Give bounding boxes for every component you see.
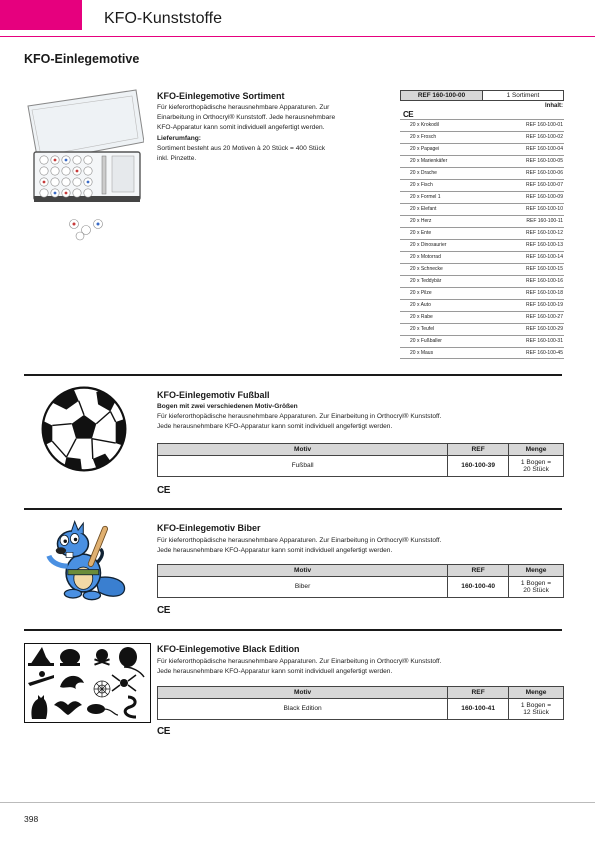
row-item: 20 x Elefant — [410, 206, 437, 212]
header-motiv: Motiv — [158, 687, 448, 699]
sortiment-rows — [400, 119, 564, 359]
fussball-desc-line: Jede herausnehmbare KFO-Apparatur kann somit individuell angefertigt werden. — [157, 423, 393, 431]
row-ref: REF 160-100-07 — [526, 182, 563, 188]
header-ref: REF — [448, 444, 509, 456]
row-item: 20 x Fußballer — [410, 338, 442, 344]
footer-divider — [0, 802, 595, 803]
section-divider — [24, 629, 562, 631]
row-item: 20 x Maus — [410, 350, 434, 356]
sortiment-desc-line: Einarbeitung in Orthocryl® Kunststoff. Jede herausnehmbare — [157, 114, 336, 122]
table-row — [400, 215, 564, 227]
fussball-table — [157, 443, 564, 477]
black-edition-title: KFO-Einlegemotive Black Edition — [157, 644, 300, 654]
table-row — [158, 456, 564, 477]
sortiment-desc-line: Für kieferorthopädische herausnehmbare Apparaturen. Zur — [157, 104, 330, 111]
section-divider — [24, 508, 562, 510]
row-item: 20 x Formel 1 — [410, 194, 441, 200]
menge-line: 1 Bogen = — [520, 701, 552, 709]
sortiment-scope-line: Sortiment besteht aus 20 Motiven à 20 Stück = 400 Stück — [157, 144, 326, 152]
row-item: 20 x Teddybär — [410, 278, 442, 284]
section-title: KFO-Einlegemotive — [24, 52, 140, 66]
row-ref: REF 160-100-02 — [526, 134, 563, 140]
sortiment-table-header — [400, 90, 564, 101]
row-ref: REF 160-100-05 — [526, 158, 563, 164]
table-row — [400, 119, 564, 131]
table-row — [400, 263, 564, 275]
sortiment-desc-line: KFO-Apparatur kann somit individuell angefertigt werden. — [157, 124, 325, 132]
row-ref: REF 160-100-13 — [526, 242, 563, 248]
row-ref: REF 160-100-31 — [526, 338, 563, 344]
page-number: 398 — [24, 814, 39, 824]
row-ref: REF 160-100-12 — [526, 230, 563, 236]
row-ref: REF 160-100-10 — [526, 206, 563, 212]
ce-mark-icon: CE — [157, 605, 170, 616]
header-ref: REF — [448, 687, 509, 699]
row-ref: REF 160-100-18 — [526, 290, 563, 296]
beaver-image — [42, 518, 128, 604]
row-item: 20 x Krokodil — [410, 122, 439, 128]
row-item: 20 x Marienkäfer — [410, 158, 448, 164]
table-row — [400, 299, 564, 311]
row-ref: REF 160-100-29 — [526, 326, 563, 332]
row-item: 20 x Fisch — [410, 182, 433, 188]
row-ref: REF 160-100-11 — [526, 218, 563, 224]
header-menge: Menge — [509, 444, 564, 456]
page-title: KFO-Kunststoffe — [104, 10, 222, 27]
sortiment-contents-label: Inhalt: — [545, 103, 563, 109]
menge-line: 12 Stück — [523, 709, 549, 716]
row-ref: REF 160-100-01 — [526, 122, 563, 128]
cell-ref: 160-100-40 — [448, 577, 509, 598]
biber-desc-line: Jede herausnehmbare KFO-Apparatur kann somit individuell angefertigt werden. — [157, 547, 393, 555]
table-header-row — [158, 444, 564, 456]
table-row — [400, 203, 564, 215]
cell-menge — [509, 456, 564, 477]
menge-line: 20 Stück — [523, 587, 549, 594]
table-row — [158, 577, 564, 598]
biber-desc-line: Für kieferorthopädische herausnehmbare Apparaturen. Zur Einarbeitung in Orthocryl® Kunststoff. — [157, 537, 442, 544]
table-row — [400, 155, 564, 167]
sortiment-title: KFO-Einlegemotive Sortiment — [157, 91, 285, 101]
fussball-title: KFO-Einlegemotiv Fußball — [157, 390, 270, 400]
row-item: 20 x Drache — [410, 170, 437, 176]
table-row — [400, 143, 564, 155]
table-row — [400, 311, 564, 323]
row-ref: REF 160-100-04 — [526, 146, 563, 152]
row-item: 20 x Dinosaurier — [410, 242, 447, 248]
black-edition-desc-line: Für kieferorthopädische herausnehmbare Apparaturen. Zur Einarbeitung in Orthocryl® Kunststoff. — [157, 658, 442, 665]
sortiment-scope-line: inkl. Pinzette. — [157, 155, 197, 163]
table-row — [400, 179, 564, 191]
table-row — [400, 323, 564, 335]
header-motiv: Motiv — [158, 565, 448, 577]
row-item: 20 x Herz — [410, 218, 432, 224]
sortiment-ref: REF 160-100-00 — [401, 91, 483, 100]
header-ref: REF — [448, 565, 509, 577]
sortiment-subheader — [400, 101, 564, 119]
row-ref: REF 160-100-19 — [526, 302, 563, 308]
cell-menge — [509, 577, 564, 598]
header-menge: Menge — [509, 687, 564, 699]
football-image — [40, 385, 128, 473]
sortiment-scope-label: Lieferumfang: — [157, 134, 201, 142]
menge-line: 20 Stück — [523, 466, 549, 473]
row-item: 20 x Ente — [410, 230, 432, 236]
black-edition-description — [157, 657, 441, 677]
header-motiv: Motiv — [158, 444, 448, 456]
biber-description — [157, 536, 441, 556]
table-header-row — [158, 687, 564, 699]
row-item: 20 x Pilze — [410, 290, 432, 296]
table-header-row — [158, 565, 564, 577]
fussball-desc-line: Für kieferorthopädische herausnehmbare Apparaturen. Zur Einarbeitung in Orthocryl® Kunststoff. — [157, 413, 442, 421]
row-ref: REF 160-100-16 — [526, 278, 563, 284]
ce-mark-icon: CE — [157, 726, 170, 737]
row-ref: REF 160-100-15 — [526, 266, 563, 272]
row-ref: REF 160-100-14 — [526, 254, 563, 260]
biber-title: KFO-Einlegemotiv Biber — [157, 523, 261, 533]
cell-motiv: Biber — [158, 577, 448, 598]
sortiment-description — [157, 103, 335, 164]
table-row — [400, 239, 564, 251]
header-divider — [0, 36, 595, 37]
row-item: 20 x Schnecke — [410, 266, 443, 272]
menge-line: 1 Bogen = — [520, 579, 552, 587]
table-row — [400, 287, 564, 299]
fussball-subtitle: Bogen mit zwei verschiedenen Motiv-Größen — [157, 403, 298, 410]
row-ref: REF 160-100-06 — [526, 170, 563, 176]
black-edition-desc-line: Jede herausnehmbare KFO-Apparatur kann somit individuell angefertigt werden. — [157, 668, 393, 676]
cell-motiv: Fußball — [158, 456, 448, 477]
table-row — [158, 699, 564, 720]
row-item: 20 x Auto — [410, 302, 431, 308]
header-menge: Menge — [509, 565, 564, 577]
black-edition-table — [157, 686, 564, 720]
row-item: 20 x Frosch — [410, 134, 437, 140]
cell-ref: 160-100-41 — [448, 699, 509, 720]
black-edition-sheet-image — [24, 643, 151, 723]
cell-menge — [509, 699, 564, 720]
table-row — [400, 191, 564, 203]
fussball-description — [157, 402, 441, 433]
menge-line: 1 Bogen = — [520, 458, 552, 466]
table-row — [400, 347, 564, 359]
cell-ref: 160-100-39 — [448, 456, 509, 477]
table-row — [400, 275, 564, 287]
ce-mark-icon: CE — [403, 110, 414, 119]
row-ref: REF 160-100-09 — [526, 194, 563, 200]
section-divider — [24, 374, 562, 376]
row-ref: REF 160-100-45 — [526, 350, 563, 356]
sortiment-qty: 1 Sortiment — [506, 92, 540, 99]
table-row — [400, 131, 564, 143]
table-row — [400, 335, 564, 347]
sortiment-case-image — [22, 84, 144, 242]
sortiment-table — [400, 90, 564, 359]
header-accent-block — [0, 0, 82, 30]
table-row — [400, 167, 564, 179]
table-row — [400, 251, 564, 263]
row-item: 20 x Motorrad — [410, 254, 441, 260]
biber-table — [157, 564, 564, 598]
row-ref: REF 160-100-27 — [526, 314, 563, 320]
table-row — [400, 227, 564, 239]
cell-motiv: Black Edition — [158, 699, 448, 720]
row-item: 20 x Teufel — [410, 326, 435, 332]
ce-mark-icon: CE — [157, 485, 170, 496]
row-item: 20 x Rabe — [410, 314, 433, 320]
row-item: 20 x Papagei — [410, 146, 440, 152]
